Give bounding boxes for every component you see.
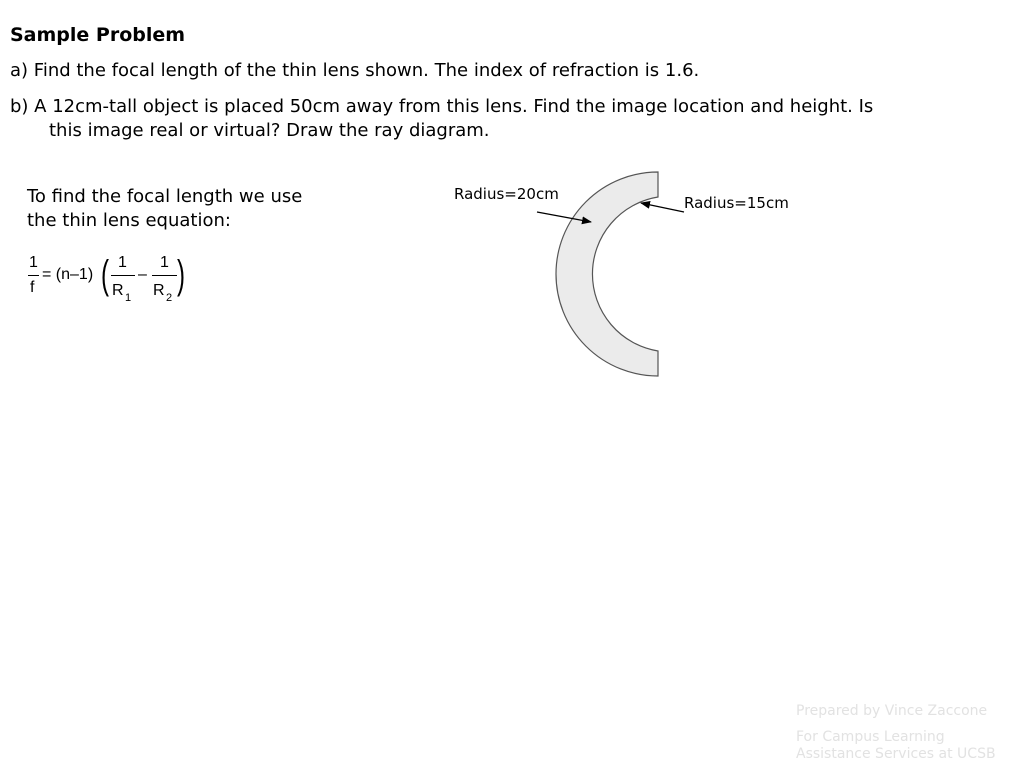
problem-part-a: a) Find the focal length of the thin lens shown. The index of refraction is 1.6. [10,60,700,81]
eq-open-paren: ( [101,253,109,297]
explanation-line1: To find the focal length we use [27,186,303,207]
problem-part-b-line2: this image real or virtual? Draw the ray diagram. [49,120,490,141]
eq-lhs-fraction-bar [28,275,39,276]
credit-author: Prepared by Vince Zaccone [796,703,988,719]
radius2-label: Radius=15cm [684,194,789,212]
eq-term1-subscript: 1 [125,292,132,304]
radius1-label: Radius=20cm [454,185,559,203]
eq-close-paren: ) [177,253,185,297]
meniscus-lens [556,172,658,376]
credit-organization-line1: For Campus Learning [796,729,945,745]
eq-term2-fraction-bar [152,275,177,276]
eq-equals-factor: = (n–1) [42,266,94,283]
page-title: Sample Problem [10,24,186,46]
explanation-line2: the thin lens equation: [27,210,231,231]
eq-term2-denominator: R [153,282,165,299]
radius2-arrow [641,203,684,212]
credit-organization-line2: Assistance Services at UCSB [796,746,996,762]
eq-minus: – [138,266,147,283]
explanation [27,185,302,233]
eq-lhs-numerator: 1 [29,254,38,271]
eq-term1-numerator: 1 [118,254,127,271]
lens-makers-equation [25,250,195,306]
eq-term2-subscript: 2 [166,292,173,304]
eq-term2-numerator: 1 [160,254,169,271]
eq-lhs-denominator: f [30,279,35,296]
eq-term1-denominator: R [112,282,124,299]
eq-term1-fraction-bar [111,275,135,276]
problem-part-b-line1: b) A 12cm-tall object is placed 50cm away from this lens. Find the image location and height. Is [10,96,874,117]
credit-organization [796,729,996,763]
